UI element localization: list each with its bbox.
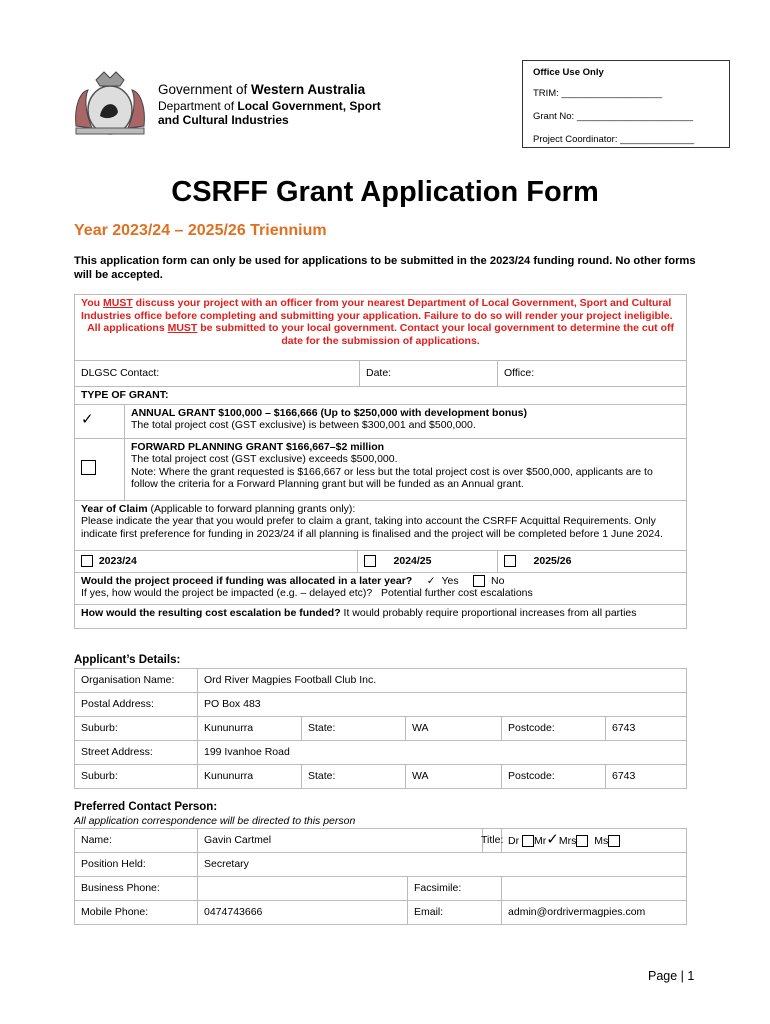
state-label: State: (302, 717, 406, 741)
postal-address-field[interactable]: PO Box 483 (198, 693, 687, 717)
title-mrs-option[interactable]: ✓Mrs (546, 830, 577, 848)
business-phone-label: Business Phone: (75, 877, 198, 901)
state-field[interactable]: WA (406, 717, 502, 741)
street-address-field[interactable]: 199 Ivanhoe Road (198, 741, 687, 765)
check-icon: ✓ (81, 411, 94, 429)
suburb-label: Suburb: (75, 765, 198, 789)
year-of-claim-info: Year of Claim (Applicable to forward planning grants only): Please indicate the year that you would prefer to claim a grant, taking into account the CSRFF Acquittal Requirements. Only indicate first preference for funding in 2023/24 if all planning is finalised and the project will be completed before 1 June 2024. (75, 500, 687, 550)
title-ms-option[interactable]: Ms (594, 835, 620, 847)
claim-2025-option[interactable]: 2025/26 (498, 550, 687, 572)
title-dr-option[interactable]: Dr (508, 835, 534, 847)
year-subtitle: Year 2023/24 – 2025/26 Triennium (74, 222, 327, 239)
claim-2023-option[interactable]: 2023/24 (75, 550, 358, 572)
preferred-contact-heading: Preferred Contact Person: (74, 801, 218, 813)
postcode-field[interactable]: 6743 (606, 765, 687, 789)
intro-text: This application form can only be used for applications to be submitted in the 2023/24 funding round. No other forms will be accepted. (74, 255, 696, 281)
type-of-grant-heading: TYPE OF GRANT: (75, 387, 687, 405)
state-label: State: (302, 765, 406, 789)
date-field[interactable]: Date: (360, 361, 498, 387)
mobile-phone-label: Mobile Phone: (75, 901, 198, 925)
checkbox-icon (522, 835, 534, 847)
annual-grant-checkbox[interactable] (75, 404, 125, 438)
position-label: Position Held: (75, 853, 198, 877)
checkbox-icon (81, 460, 96, 475)
suburb-label: Suburb: (75, 717, 198, 741)
wa-crest-logo (70, 66, 150, 138)
preferred-contact-subtitle: All application correspondence will be directed to this person (74, 815, 356, 827)
email-field[interactable]: admin@ordrivermagpies.com (502, 901, 687, 925)
project-coordinator-field: Project Coordinator: ______________ (533, 134, 695, 145)
cost-escalation-cell: How would the resulting cost escalation be funded? It would probably require proportional increases from all parties (75, 604, 687, 628)
org-name-label: Organisation Name: (75, 669, 198, 693)
checkbox-icon (576, 835, 588, 847)
yes-option[interactable]: ✓ Yes (426, 574, 459, 587)
checkbox-icon (608, 835, 620, 847)
warning-line-1: You MUST discuss your project with an officer from your nearest Department of Local Government, Sport and Cultural Industries office before completing and submitting your application. Failure to do so will render your project ineligible. (81, 297, 673, 322)
office-field[interactable]: Office: (498, 361, 687, 387)
forward-planning-option: FORWARD PLANNING GRANT $166,667–$2 million The total project cost (GST exclusive) exceeds $500,000. Note: Where the grant requested is $166,667 or less but the total project cost is over $500,000, applicants are to follow the criteria for a Forward Planning grant but will be funded as an Annual grant. (125, 438, 687, 500)
facsimile-field[interactable] (502, 877, 687, 901)
name-label: Name: (75, 829, 198, 853)
warning-cell (75, 295, 687, 361)
grant-no-field: Grant No: ______________________ (533, 111, 694, 122)
office-use-title: Office Use Only (533, 67, 604, 78)
name-field[interactable]: Gavin Cartmel (198, 829, 483, 853)
warning-line-2: All applications MUST be submitted to your local government. Contact your local government to determine the cut off date for the submission of applications. (87, 322, 674, 347)
facsimile-label: Facsimile: (408, 877, 502, 901)
applicant-details-table (74, 668, 687, 789)
claim-2024-option[interactable]: 2024/25 (358, 550, 498, 572)
postcode-label: Postcode: (502, 717, 606, 741)
business-phone-field[interactable] (198, 877, 408, 901)
trim-field: TRIM: ___________________ (533, 88, 662, 99)
department-name: Department of Local Government, Sport and Cultural Industries (158, 99, 381, 127)
checkbox-icon (81, 555, 93, 567)
postcode-field[interactable]: 6743 (606, 717, 687, 741)
page-number: Page | 1 (648, 969, 695, 983)
title-options (502, 829, 687, 853)
annual-grant-option: ANNUAL GRANT $100,000 – $166,666 (Up to $250,000 with development bonus) The total project cost (GST exclusive) is between $300,001 and $500,000. (125, 404, 687, 438)
forward-planning-checkbox[interactable] (75, 438, 125, 500)
cost-escalation-answer[interactable]: It would probably require proportional increases from all parties (340, 606, 637, 619)
suburb-field[interactable]: Kununurra (198, 717, 302, 741)
dlgsc-contact-field[interactable]: DLGSC Contact: (75, 361, 360, 387)
street-address-label: Street Address: (75, 741, 198, 765)
page-title: CSRFF Grant Application Form (171, 176, 599, 208)
office-use-box (522, 60, 730, 148)
title-mr-option[interactable]: Mr (534, 834, 547, 847)
state-field[interactable]: WA (406, 765, 502, 789)
checkbox-icon (473, 575, 485, 587)
org-name-field[interactable]: Ord River Magpies Football Club Inc. (198, 669, 687, 693)
impact-answer[interactable]: Potential further cost escalations (381, 587, 533, 599)
proceed-question-cell: Would the project proceed if funding was allocated in a later year? ✓ Yes No If yes, how would the project be impacted (e.g. – delayed etc)? Potential further cost escalations (75, 572, 687, 604)
suburb-field[interactable]: Kununurra (198, 765, 302, 789)
applicant-details-heading: Applicant’s Details: (74, 654, 181, 666)
position-field[interactable]: Secretary (198, 853, 687, 877)
email-label: Email: (408, 901, 502, 925)
contact-person-table (74, 828, 687, 925)
checkbox-icon (504, 555, 516, 567)
check-icon: ✓ (426, 574, 436, 587)
grant-form-table (74, 294, 687, 629)
title-label: Title: (475, 829, 494, 853)
government-name: Government of Western Australia (158, 82, 366, 97)
checkbox-icon (364, 555, 376, 567)
postcode-label: Postcode: (502, 765, 606, 789)
check-icon: ✓ (546, 830, 559, 848)
postal-address-label: Postal Address: (75, 693, 198, 717)
no-option[interactable]: No (473, 575, 504, 587)
mobile-phone-field[interactable]: 0474743666 (198, 901, 408, 925)
